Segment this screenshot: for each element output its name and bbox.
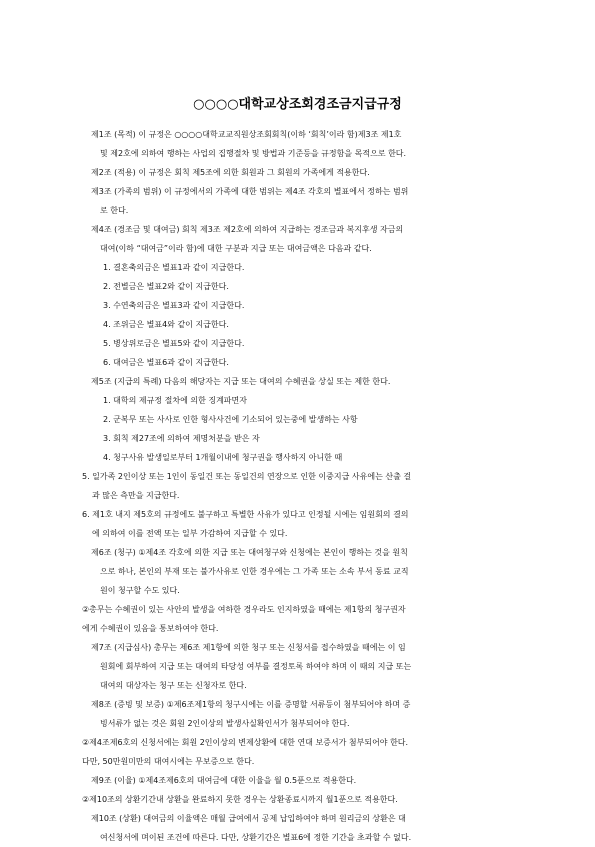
article-8-line-2: 빙서류가 없는 것은 회원 2인이상의 발생사실확인서가 첨부되어야 한다. [100, 719, 350, 728]
article-5-item-2: 2. 군복무 또는 사사로 인한 형사사건에 기소되어 있는중에 발생하는 사항 [103, 415, 358, 424]
article-2-line-1: 제2조 (적용) 이 규정은 회칙 제5조에 의한 회원과 그 회원의 가족에게 적용한다. [91, 168, 370, 177]
document-body [0, 125, 595, 847]
article-4-item-3: 3. 수연축의금은 별표3과 같이 지급한다. [103, 301, 245, 310]
article-7-line-1: 제7조 (지급심사) 총무는 제6조 제1항에 의한 청구 또는 신청서를 접수하였을 때에는 이 임 [91, 643, 406, 652]
article-10-line-2: 여신청서에 며이된 조건에 따른다. 다만, 상환기간은 별표6에 정한 기간을 초과할 수 없다. [100, 833, 412, 842]
article-6-clause-2-line-2: 에게 수혜권이 있음을 통보하여야 한다. [82, 624, 219, 633]
article-6-line-1: 제6조 (청구) ①제4조 각호에 의한 지급 또는 대여청구와 신청에는 본인이 행하는 것을 원칙 [91, 548, 408, 557]
article-4-line-2: 대여(이하 “대여금”이라 함)에 대한 구분과 지급 또는 대여금액은 다음과 같다. [100, 244, 372, 253]
article-8-clause-2-line-1: ②제4조제6호의 신청서에는 회원 2인이상의 변제상환에 대한 연대 보증서가 첨부되어야 한다. [82, 738, 409, 747]
article-4-item-4: 4. 조위금은 별표4와 같이 지급한다. [103, 320, 229, 329]
article-6-line-2: 으로 하나, 본인의 부재 또는 불가사유로 인한 경우에는 그 가족 또는 소속 부서 동료 교직 [100, 567, 409, 576]
article-4-item-5: 5. 병상위로금은 별표5와 같이 지급한다. [103, 339, 245, 348]
article-1-line-1: 제1조 (목적) 이 규정은 ○○○○대학교교직원상조회회칙(이하 ‘회칙’이라 함)제3조 제1호 [91, 130, 402, 139]
article-8-line-1: 제8조 (증빙 및 보증) ①제6조제1항의 청구시에는 이를 증명할 서류등이 첨부되어야 하며 증 [91, 700, 411, 709]
article-5-item-5-line-2: 과 많은 측만을 지급한다. [92, 491, 180, 500]
article-4-line-1: 제4조 (경조금 및 대여금) 회칙 제3조 제2호에 의하여 지급하는 경조금과 복지후생 자금의 [91, 225, 404, 234]
article-4-item-2: 2. 전별금은 별표2와 같이 지급한다. [103, 282, 229, 291]
article-10-line-1: 제10조 (상환) 대여금의 이율액은 매월 급여에서 공제 납입하여야 하며 원리금의 상환은 대 [91, 814, 406, 823]
article-5-item-1: 1. 대학의 제규정 절차에 의한 징계파면자 [103, 396, 247, 405]
article-3-line-1: 제3조 (가족의 범위) 이 규정에서의 가족에 대한 범위는 제4조 각호의 별표에서 정하는 범위 [91, 187, 409, 196]
article-9-line-1: 제9조 (이율) ①제4조제6호의 대여금에 대한 이율을 월 0.5푼으로 적용한다. [91, 776, 357, 785]
article-7-line-3: 대여의 대상자는 청구 또는 신청자로 한다. [100, 681, 247, 690]
article-4-item-1: 1. 결혼축의금은 별표1과 같이 지급한다. [103, 263, 245, 272]
document-title: ○○○○대학교상조회경조금지급규정 [193, 97, 402, 112]
article-6-line-3: 원이 청구할 수도 있다. [100, 586, 180, 595]
article-5-item-6-line-2: 에 의하여 이를 전액 또는 일부 가감하여 지급할 수 있다. [92, 529, 288, 538]
article-9-clause-2-line-1: ②제10조의 상환기간내 상환을 완료하지 못한 경우는 상환종료시까지 월1푼으로 적용한다. [82, 795, 398, 804]
article-5-item-3: 3. 회칙 제27조에 의하여 제명처분을 받은 자 [103, 434, 260, 443]
article-5-item-6-line-1: 6. 제1호 내지 제5호의 규정에도 불구하고 특별한 사유가 있다고 인정될 시에는 임원회의 결의 [82, 510, 409, 519]
article-6-clause-2-line-1: ②총무는 수혜권이 있는 사안의 발생을 여하한 경우라도 인지하였을 때에는 제1항의 청구권자 [82, 605, 406, 614]
article-5-line-1: 제5조 (지급의 특례) 다음의 해당자는 지급 또는 대여의 수혜권을 상실 또는 제한 한다. [91, 377, 391, 386]
article-4-item-6: 6. 대여금은 별표6과 같이 지급한다. [103, 358, 229, 367]
article-5-item-5-line-1: 5. 일가족 2인이상 또는 1인이 동일건 또는 동일건의 연장으로 인한 이중지급 사유에는 산출 걸 [82, 472, 412, 481]
article-3-line-2: 로 한다. [100, 206, 129, 215]
article-5-item-4: 4. 청구사유 발생일로부터 1개월이내에 청구권을 행사하지 아니한 때 [103, 453, 343, 462]
article-7-line-2: 원회에 회부하여 지급 또는 대여의 타당성 여부를 결정토록 하여야 하며 이 때의 지급 또는 [100, 662, 412, 671]
article-1-line-2: 및 제2호에 의하여 행하는 사업의 집행절차 및 방법과 기준등을 규정함을 목적으로 한다. [100, 149, 407, 158]
article-8-clause-2-line-2: 다만, 50만원미만의 대여시에는 무보증으로 한다. [82, 757, 255, 766]
